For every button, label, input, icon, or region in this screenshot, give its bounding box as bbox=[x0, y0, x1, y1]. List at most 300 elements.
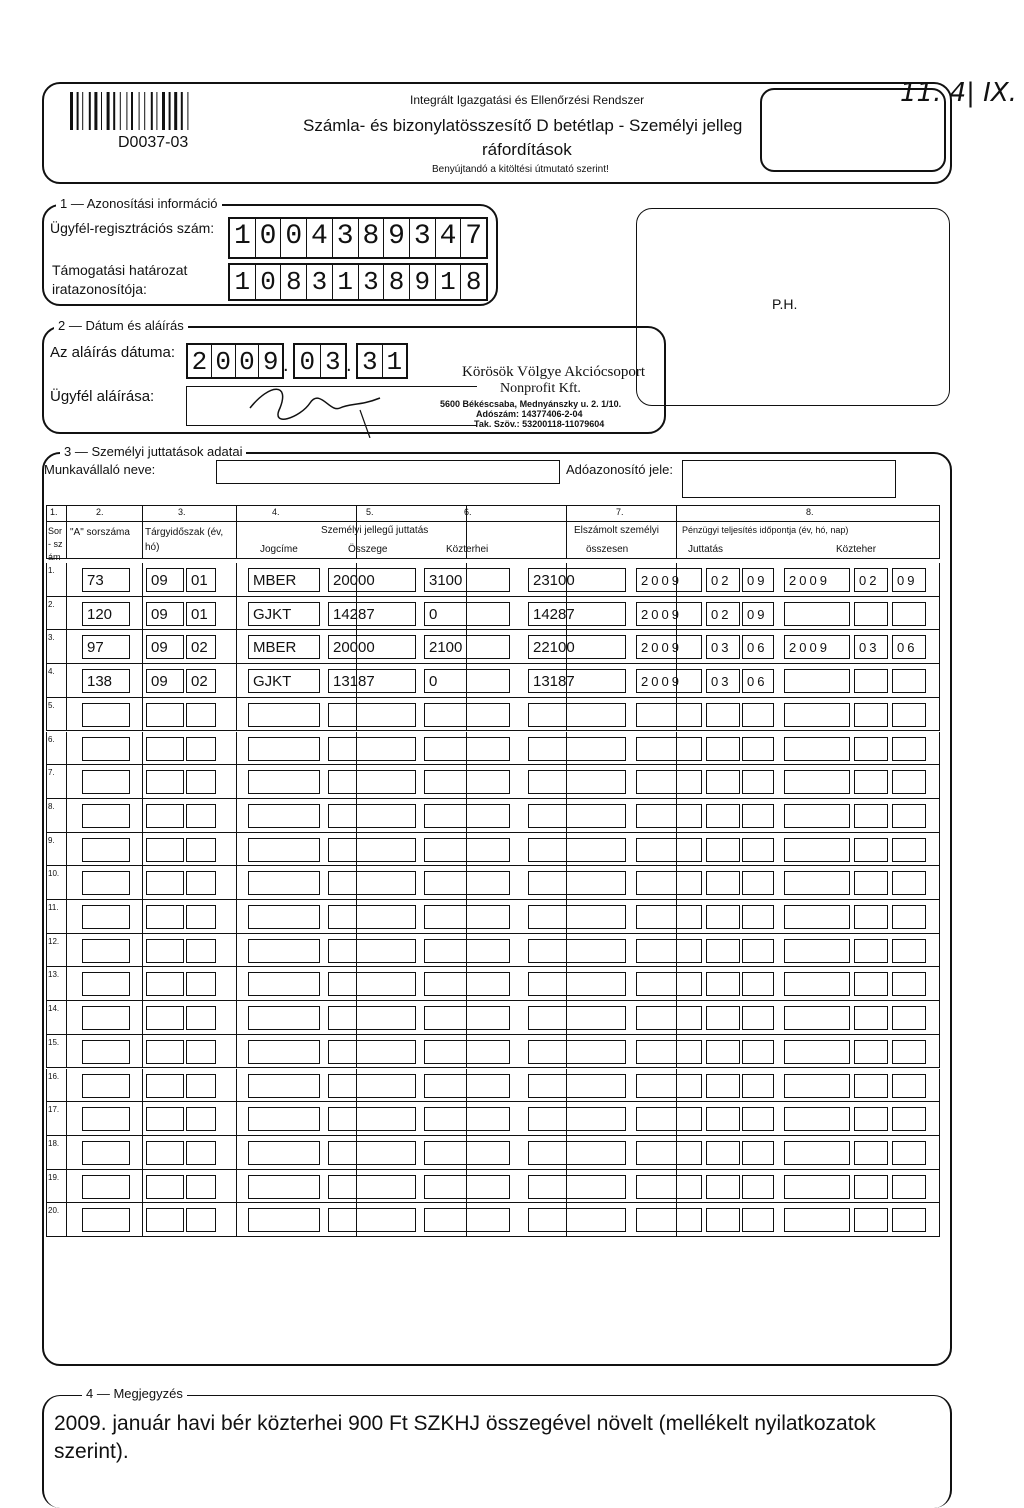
benefit-pay-month-cell[interactable] bbox=[706, 737, 740, 761]
benefit-pay-day-cell[interactable] bbox=[742, 1107, 774, 1131]
period-year-cell[interactable] bbox=[146, 838, 184, 862]
a-number-cell[interactable] bbox=[82, 1141, 130, 1165]
digit-cell[interactable]: 2 bbox=[191, 347, 208, 377]
charge-pay-year-cell[interactable] bbox=[784, 1107, 850, 1131]
total-cell[interactable] bbox=[528, 1208, 626, 1232]
period-month-cell[interactable] bbox=[186, 1040, 216, 1064]
charge-pay-year-cell[interactable] bbox=[784, 669, 850, 693]
benefit-pay-day-cell[interactable] bbox=[742, 737, 774, 761]
period-month-cell[interactable] bbox=[186, 804, 216, 828]
total-cell[interactable] bbox=[528, 972, 626, 996]
amount-cell[interactable] bbox=[328, 1006, 416, 1030]
charge-pay-month-cell[interactable] bbox=[854, 1208, 888, 1232]
charge-pay-month-cell[interactable] bbox=[854, 1175, 888, 1199]
charge-pay-day-cell[interactable] bbox=[892, 737, 926, 761]
charges-cell[interactable] bbox=[424, 804, 510, 828]
benefit-pay-month-cell[interactable]: 02 bbox=[706, 602, 740, 626]
amount-cell[interactable] bbox=[328, 1141, 416, 1165]
digit-cell[interactable]: 8 bbox=[358, 219, 384, 257]
charge-pay-year-cell[interactable] bbox=[784, 838, 850, 862]
period-month-cell[interactable]: 01 bbox=[186, 568, 216, 592]
period-year-cell[interactable] bbox=[146, 1107, 184, 1131]
charge-pay-year-cell[interactable] bbox=[784, 737, 850, 761]
period-year-cell[interactable] bbox=[146, 905, 184, 929]
charge-pay-day-cell[interactable] bbox=[892, 1175, 926, 1199]
benefit-pay-year-cell[interactable]: 2009 bbox=[636, 669, 702, 693]
amount-cell[interactable] bbox=[328, 1040, 416, 1064]
charge-pay-day-cell[interactable] bbox=[892, 939, 926, 963]
benefit-pay-year-cell[interactable] bbox=[636, 1040, 702, 1064]
a-number-cell[interactable] bbox=[82, 804, 130, 828]
benefit-pay-day-cell[interactable] bbox=[742, 939, 774, 963]
charges-cell[interactable] bbox=[424, 703, 510, 727]
period-year-cell[interactable] bbox=[146, 1208, 184, 1232]
charge-pay-year-cell[interactable]: 2009 bbox=[784, 635, 850, 659]
charge-pay-day-cell[interactable]: 09 bbox=[892, 568, 926, 592]
charges-cell[interactable] bbox=[424, 737, 510, 761]
digit-cell[interactable]: 3 bbox=[361, 347, 378, 377]
benefit-pay-year-cell[interactable] bbox=[636, 737, 702, 761]
charge-pay-year-cell[interactable] bbox=[784, 1208, 850, 1232]
charges-cell[interactable] bbox=[424, 1141, 510, 1165]
row-col-divider bbox=[236, 698, 237, 732]
form-code: D0037-03 bbox=[118, 134, 189, 151]
benefit-pay-day-cell[interactable]: 06 bbox=[742, 669, 774, 693]
digit-cell[interactable]: 1 bbox=[234, 267, 251, 297]
amount-cell[interactable] bbox=[328, 905, 416, 929]
benefit-pay-year-cell[interactable] bbox=[636, 1208, 702, 1232]
charges-cell[interactable] bbox=[424, 939, 510, 963]
amount-cell[interactable]: 20000 bbox=[328, 635, 416, 659]
charges-cell[interactable]: 0 bbox=[424, 669, 510, 693]
benefit-pay-day-cell[interactable] bbox=[742, 838, 774, 862]
total-cell[interactable] bbox=[528, 1074, 626, 1098]
benefit-pay-day-cell[interactable] bbox=[742, 1040, 774, 1064]
amount-cell[interactable] bbox=[328, 972, 416, 996]
benefit-pay-year-cell[interactable]: 2009 bbox=[636, 568, 702, 592]
period-month-cell[interactable] bbox=[186, 1141, 216, 1165]
legal-title-cell[interactable] bbox=[248, 737, 320, 761]
amount-cell[interactable] bbox=[328, 804, 416, 828]
benefit-pay-day-cell[interactable] bbox=[742, 804, 774, 828]
legal-title-cell[interactable] bbox=[248, 1107, 320, 1131]
charges-cell[interactable] bbox=[424, 905, 510, 929]
period-month-cell[interactable] bbox=[186, 972, 216, 996]
legal-title-cell[interactable] bbox=[248, 905, 320, 929]
charges-cell[interactable] bbox=[424, 1006, 510, 1030]
amount-cell[interactable] bbox=[328, 703, 416, 727]
period-year-cell[interactable] bbox=[146, 1006, 184, 1030]
period-month-cell[interactable] bbox=[186, 1074, 216, 1098]
amount-cell[interactable] bbox=[328, 838, 416, 862]
period-year-cell[interactable] bbox=[146, 871, 184, 895]
charge-pay-day-cell[interactable] bbox=[892, 703, 926, 727]
header-amount: Összege bbox=[348, 544, 388, 555]
period-month-cell[interactable] bbox=[186, 1107, 216, 1131]
digit-cell[interactable]: 0 bbox=[235, 345, 259, 377]
benefit-pay-year-cell[interactable] bbox=[636, 703, 702, 727]
period-year-cell[interactable] bbox=[146, 1141, 184, 1165]
charges-cell[interactable]: 3100 bbox=[424, 568, 510, 592]
digit-cell[interactable]: 1 bbox=[435, 265, 461, 299]
amount-cell[interactable] bbox=[328, 1107, 416, 1131]
total-cell[interactable] bbox=[528, 939, 626, 963]
amount-cell[interactable] bbox=[328, 871, 416, 895]
charge-pay-month-cell[interactable] bbox=[854, 1141, 888, 1165]
row-col-divider bbox=[142, 967, 143, 1001]
amount-cell[interactable]: 14287 bbox=[328, 602, 416, 626]
legal-title-cell[interactable] bbox=[248, 939, 320, 963]
amount-cell[interactable] bbox=[328, 939, 416, 963]
charges-cell[interactable] bbox=[424, 972, 510, 996]
legal-title-cell[interactable] bbox=[248, 1040, 320, 1064]
charge-pay-month-cell[interactable]: 03 bbox=[854, 635, 888, 659]
total-cell[interactable]: 13187 bbox=[528, 669, 626, 693]
benefit-pay-month-cell[interactable]: 02 bbox=[706, 568, 740, 592]
charge-pay-month-cell[interactable] bbox=[854, 669, 888, 693]
charge-pay-day-cell[interactable] bbox=[892, 972, 926, 996]
charge-pay-month-cell[interactable] bbox=[854, 838, 888, 862]
digit-cell[interactable]: 0 bbox=[280, 219, 306, 257]
period-year-cell[interactable] bbox=[146, 770, 184, 794]
charge-pay-day-cell[interactable]: 06 bbox=[892, 635, 926, 659]
a-number-cell[interactable] bbox=[82, 838, 130, 862]
amount-cell[interactable] bbox=[328, 1175, 416, 1199]
charge-pay-day-cell[interactable] bbox=[892, 770, 926, 794]
total-cell[interactable] bbox=[528, 770, 626, 794]
amount-cell[interactable]: 20000 bbox=[328, 568, 416, 592]
legal-title-cell[interactable] bbox=[248, 1208, 320, 1232]
legal-title-cell[interactable] bbox=[248, 770, 320, 794]
period-month-cell[interactable] bbox=[186, 1006, 216, 1030]
benefit-pay-month-cell[interactable] bbox=[706, 939, 740, 963]
amount-cell[interactable] bbox=[328, 770, 416, 794]
benefit-pay-year-cell[interactable]: 2009 bbox=[636, 635, 702, 659]
benefit-pay-month-cell[interactable] bbox=[706, 804, 740, 828]
a-number-cell[interactable] bbox=[82, 770, 130, 794]
benefit-pay-month-cell[interactable] bbox=[706, 1006, 740, 1030]
legal-title-cell[interactable] bbox=[248, 804, 320, 828]
charge-pay-day-cell[interactable] bbox=[892, 1074, 926, 1098]
legal-title-cell[interactable]: MBER bbox=[248, 568, 320, 592]
legal-title-cell[interactable] bbox=[248, 1006, 320, 1030]
digit-cell[interactable]: 0 bbox=[255, 219, 281, 257]
benefit-pay-month-cell[interactable] bbox=[706, 838, 740, 862]
period-month-cell[interactable] bbox=[186, 905, 216, 929]
row-col-divider bbox=[142, 833, 143, 867]
charges-cell[interactable] bbox=[424, 1040, 510, 1064]
a-number-cell[interactable] bbox=[82, 1107, 130, 1131]
charge-pay-day-cell[interactable] bbox=[892, 871, 926, 895]
legal-title-cell[interactable] bbox=[248, 838, 320, 862]
charge-pay-year-cell[interactable] bbox=[784, 871, 850, 895]
benefit-pay-month-cell[interactable] bbox=[706, 871, 740, 895]
charges-cell[interactable]: 0 bbox=[424, 602, 510, 626]
period-month-cell[interactable] bbox=[186, 838, 216, 862]
a-number-cell[interactable] bbox=[82, 1175, 130, 1199]
charge-pay-month-cell[interactable] bbox=[854, 905, 888, 929]
period-year-cell[interactable] bbox=[146, 1040, 184, 1064]
charge-pay-day-cell[interactable] bbox=[892, 602, 926, 626]
charge-pay-month-cell[interactable] bbox=[854, 770, 888, 794]
column-number: 7. bbox=[616, 507, 624, 517]
legal-title-cell[interactable] bbox=[248, 1074, 320, 1098]
period-month-cell[interactable] bbox=[186, 871, 216, 895]
charge-pay-day-cell[interactable] bbox=[892, 1006, 926, 1030]
benefit-pay-day-cell[interactable] bbox=[742, 1175, 774, 1199]
charge-pay-month-cell[interactable] bbox=[854, 804, 888, 828]
benefit-pay-month-cell[interactable] bbox=[706, 905, 740, 929]
benefit-pay-day-cell[interactable] bbox=[742, 1074, 774, 1098]
digit-cell[interactable]: 3 bbox=[320, 345, 346, 377]
digit-cell[interactable]: 8 bbox=[383, 265, 409, 299]
charge-pay-year-cell[interactable] bbox=[784, 770, 850, 794]
benefit-pay-day-cell[interactable] bbox=[742, 770, 774, 794]
charge-pay-month-cell[interactable]: 02 bbox=[854, 568, 888, 592]
charge-pay-day-cell[interactable] bbox=[892, 838, 926, 862]
a-number-cell[interactable] bbox=[82, 871, 130, 895]
a-number-cell[interactable]: 120 bbox=[82, 602, 130, 626]
a-number-cell[interactable] bbox=[82, 1006, 130, 1030]
tax-id-field[interactable] bbox=[682, 460, 896, 498]
benefit-pay-year-cell[interactable] bbox=[636, 770, 702, 794]
benefit-pay-month-cell[interactable] bbox=[706, 972, 740, 996]
charge-pay-day-cell[interactable] bbox=[892, 1107, 926, 1131]
a-number-cell[interactable] bbox=[82, 905, 130, 929]
charge-pay-year-cell[interactable] bbox=[784, 1141, 850, 1165]
period-month-cell[interactable]: 02 bbox=[186, 635, 216, 659]
period-year-cell[interactable] bbox=[146, 939, 184, 963]
period-month-cell[interactable] bbox=[186, 737, 216, 761]
legal-title-cell[interactable] bbox=[248, 972, 320, 996]
row-col-divider bbox=[142, 765, 143, 799]
employee-name-field[interactable] bbox=[216, 460, 560, 484]
total-cell[interactable] bbox=[528, 1141, 626, 1165]
a-number-cell[interactable]: 97 bbox=[82, 635, 130, 659]
period-month-cell[interactable]: 01 bbox=[186, 602, 216, 626]
total-cell[interactable] bbox=[528, 737, 626, 761]
legal-title-cell[interactable] bbox=[248, 1175, 320, 1199]
period-year-cell[interactable] bbox=[146, 1074, 184, 1098]
charge-pay-day-cell[interactable] bbox=[892, 1208, 926, 1232]
benefit-pay-year-cell[interactable] bbox=[636, 1141, 702, 1165]
total-cell[interactable] bbox=[528, 1107, 626, 1131]
benefit-pay-day-cell[interactable]: 09 bbox=[742, 568, 774, 592]
benefit-pay-year-cell[interactable] bbox=[636, 1107, 702, 1131]
digit-cell[interactable]: 8 bbox=[280, 265, 306, 299]
charge-pay-year-cell[interactable] bbox=[784, 602, 850, 626]
charge-pay-month-cell[interactable] bbox=[854, 1040, 888, 1064]
charge-pay-year-cell[interactable] bbox=[784, 703, 850, 727]
charge-pay-year-cell[interactable] bbox=[784, 905, 850, 929]
benefit-pay-month-cell[interactable]: 03 bbox=[706, 669, 740, 693]
total-cell[interactable] bbox=[528, 1175, 626, 1199]
legal-title-cell[interactable] bbox=[248, 871, 320, 895]
charge-pay-year-cell[interactable] bbox=[784, 1040, 850, 1064]
digit-cell[interactable]: 3 bbox=[306, 265, 332, 299]
total-cell[interactable]: 14287 bbox=[528, 602, 626, 626]
charge-pay-year-cell[interactable] bbox=[784, 972, 850, 996]
a-number-cell[interactable]: 138 bbox=[82, 669, 130, 693]
period-year-cell[interactable] bbox=[146, 703, 184, 727]
digit-cell[interactable]: 0 bbox=[211, 345, 235, 377]
total-cell[interactable] bbox=[528, 871, 626, 895]
legal-title-cell[interactable] bbox=[248, 703, 320, 727]
period-month-cell[interactable] bbox=[186, 1175, 216, 1199]
charges-cell[interactable] bbox=[424, 871, 510, 895]
a-number-cell[interactable] bbox=[82, 1074, 130, 1098]
digit-cell[interactable]: 1 bbox=[233, 221, 251, 252]
charges-cell[interactable]: 2100 bbox=[424, 635, 510, 659]
period-month-cell[interactable] bbox=[186, 770, 216, 794]
benefit-pay-year-cell[interactable] bbox=[636, 838, 702, 862]
period-year-cell[interactable] bbox=[146, 972, 184, 996]
charge-pay-year-cell[interactable] bbox=[784, 804, 850, 828]
benefit-pay-day-cell[interactable] bbox=[742, 703, 774, 727]
charge-pay-month-cell[interactable] bbox=[854, 1006, 888, 1030]
a-number-cell[interactable] bbox=[82, 737, 130, 761]
charge-pay-month-cell[interactable] bbox=[854, 602, 888, 626]
benefit-pay-year-cell[interactable] bbox=[636, 1074, 702, 1098]
digit-cell[interactable]: 9 bbox=[409, 265, 435, 299]
total-cell[interactable] bbox=[528, 1040, 626, 1064]
a-number-cell[interactable] bbox=[82, 972, 130, 996]
a-number-cell[interactable] bbox=[82, 703, 130, 727]
digit-cell[interactable]: 7 bbox=[460, 219, 486, 257]
digit-cell[interactable]: 4 bbox=[306, 219, 332, 257]
period-year-cell[interactable] bbox=[146, 1175, 184, 1199]
total-cell[interactable] bbox=[528, 905, 626, 929]
section3-title: 3 — Személyi juttatások adatai bbox=[60, 444, 246, 459]
benefit-pay-year-cell[interactable] bbox=[636, 1175, 702, 1199]
charges-cell[interactable] bbox=[424, 1208, 510, 1232]
charge-pay-year-cell[interactable] bbox=[784, 1074, 850, 1098]
benefit-pay-day-cell[interactable] bbox=[742, 905, 774, 929]
a-number-cell[interactable] bbox=[82, 939, 130, 963]
charge-pay-month-cell[interactable] bbox=[854, 703, 888, 727]
charges-cell[interactable] bbox=[424, 1074, 510, 1098]
digit-cell[interactable]: 0 bbox=[299, 347, 316, 377]
total-cell[interactable] bbox=[528, 838, 626, 862]
charge-pay-day-cell[interactable] bbox=[892, 905, 926, 929]
benefit-pay-year-cell[interactable] bbox=[636, 871, 702, 895]
period-year-cell[interactable] bbox=[146, 804, 184, 828]
charge-pay-month-cell[interactable] bbox=[854, 1107, 888, 1131]
a-number-cell[interactable]: 73 bbox=[82, 568, 130, 592]
period-year-cell[interactable]: 09 bbox=[146, 568, 184, 592]
charge-pay-day-cell[interactable] bbox=[892, 804, 926, 828]
charge-pay-day-cell[interactable] bbox=[892, 1141, 926, 1165]
benefit-pay-month-cell[interactable]: 03 bbox=[706, 635, 740, 659]
digit-cell[interactable]: 0 bbox=[255, 265, 281, 299]
benefit-pay-year-cell[interactable] bbox=[636, 804, 702, 828]
total-cell[interactable]: 23100 bbox=[528, 568, 626, 592]
total-cell[interactable]: 22100 bbox=[528, 635, 626, 659]
amount-cell[interactable] bbox=[328, 1074, 416, 1098]
digit-cell[interactable]: 3 bbox=[358, 265, 384, 299]
charge-pay-day-cell[interactable] bbox=[892, 1040, 926, 1064]
row-col-divider bbox=[142, 1203, 143, 1237]
charge-pay-year-cell[interactable] bbox=[784, 939, 850, 963]
digit-cell[interactable]: 1 bbox=[332, 265, 358, 299]
legal-title-cell[interactable]: GJKT bbox=[248, 602, 320, 626]
period-year-cell[interactable]: 09 bbox=[146, 635, 184, 659]
benefit-pay-month-cell[interactable] bbox=[706, 770, 740, 794]
total-cell[interactable] bbox=[528, 703, 626, 727]
benefit-pay-month-cell[interactable] bbox=[706, 703, 740, 727]
benefit-pay-month-cell[interactable] bbox=[706, 1074, 740, 1098]
benefit-pay-year-cell[interactable] bbox=[636, 905, 702, 929]
period-month-cell[interactable] bbox=[186, 1208, 216, 1232]
charge-pay-year-cell[interactable]: 2009 bbox=[784, 568, 850, 592]
benefit-pay-day-cell[interactable]: 06 bbox=[742, 635, 774, 659]
benefit-pay-day-cell[interactable] bbox=[742, 1006, 774, 1030]
row-col-divider bbox=[66, 630, 67, 664]
benefit-pay-day-cell[interactable] bbox=[742, 972, 774, 996]
period-year-cell[interactable]: 09 bbox=[146, 602, 184, 626]
benefit-pay-month-cell[interactable] bbox=[706, 1141, 740, 1165]
legal-title-cell[interactable] bbox=[248, 1141, 320, 1165]
period-month-cell[interactable] bbox=[186, 939, 216, 963]
charge-pay-year-cell[interactable] bbox=[784, 1006, 850, 1030]
benefit-pay-day-cell[interactable] bbox=[742, 1208, 774, 1232]
benefit-pay-day-cell[interactable] bbox=[742, 871, 774, 895]
legal-title-cell[interactable]: GJKT bbox=[248, 669, 320, 693]
digit-cell[interactable]: 4 bbox=[435, 219, 461, 257]
a-number-cell[interactable] bbox=[82, 1040, 130, 1064]
period-month-cell[interactable] bbox=[186, 703, 216, 727]
charge-pay-month-cell[interactable] bbox=[854, 972, 888, 996]
charge-pay-month-cell[interactable] bbox=[854, 939, 888, 963]
charges-cell[interactable] bbox=[424, 1175, 510, 1199]
total-cell[interactable] bbox=[528, 804, 626, 828]
charge-pay-month-cell[interactable] bbox=[854, 737, 888, 761]
benefit-pay-year-cell[interactable] bbox=[636, 972, 702, 996]
period-month-cell[interactable]: 02 bbox=[186, 669, 216, 693]
legal-title-cell[interactable]: MBER bbox=[248, 635, 320, 659]
digit-cell[interactable]: 9 bbox=[258, 345, 282, 377]
charges-cell[interactable] bbox=[424, 838, 510, 862]
digit-cell[interactable]: 3 bbox=[332, 219, 358, 257]
benefit-pay-year-cell[interactable]: 2009 bbox=[636, 602, 702, 626]
benefit-pay-day-cell[interactable] bbox=[742, 1141, 774, 1165]
amount-cell[interactable] bbox=[328, 737, 416, 761]
charges-cell[interactable] bbox=[424, 770, 510, 794]
digit-cell[interactable]: 1 bbox=[382, 345, 407, 377]
a-number-cell[interactable] bbox=[82, 1208, 130, 1232]
charge-pay-month-cell[interactable] bbox=[854, 871, 888, 895]
benefit-pay-month-cell[interactable] bbox=[706, 1208, 740, 1232]
benefit-pay-month-cell[interactable] bbox=[706, 1040, 740, 1064]
charge-pay-month-cell[interactable] bbox=[854, 1074, 888, 1098]
charge-pay-year-cell[interactable] bbox=[784, 1175, 850, 1199]
amount-cell[interactable] bbox=[328, 1208, 416, 1232]
benefit-pay-month-cell[interactable] bbox=[706, 1175, 740, 1199]
amount-cell[interactable]: 13187 bbox=[328, 669, 416, 693]
digit-cell[interactable]: 8 bbox=[460, 265, 486, 299]
digit-cell[interactable]: 3 bbox=[409, 219, 435, 257]
total-cell[interactable] bbox=[528, 1006, 626, 1030]
benefit-pay-day-cell[interactable]: 09 bbox=[742, 602, 774, 626]
digit-cell[interactable]: 9 bbox=[383, 219, 409, 257]
benefit-pay-year-cell[interactable] bbox=[636, 939, 702, 963]
period-year-cell[interactable]: 09 bbox=[146, 669, 184, 693]
benefit-pay-year-cell[interactable] bbox=[636, 1006, 702, 1030]
charges-cell[interactable] bbox=[424, 1107, 510, 1131]
period-year-cell[interactable] bbox=[146, 737, 184, 761]
charge-pay-day-cell[interactable] bbox=[892, 669, 926, 693]
benefit-pay-month-cell[interactable] bbox=[706, 1107, 740, 1131]
